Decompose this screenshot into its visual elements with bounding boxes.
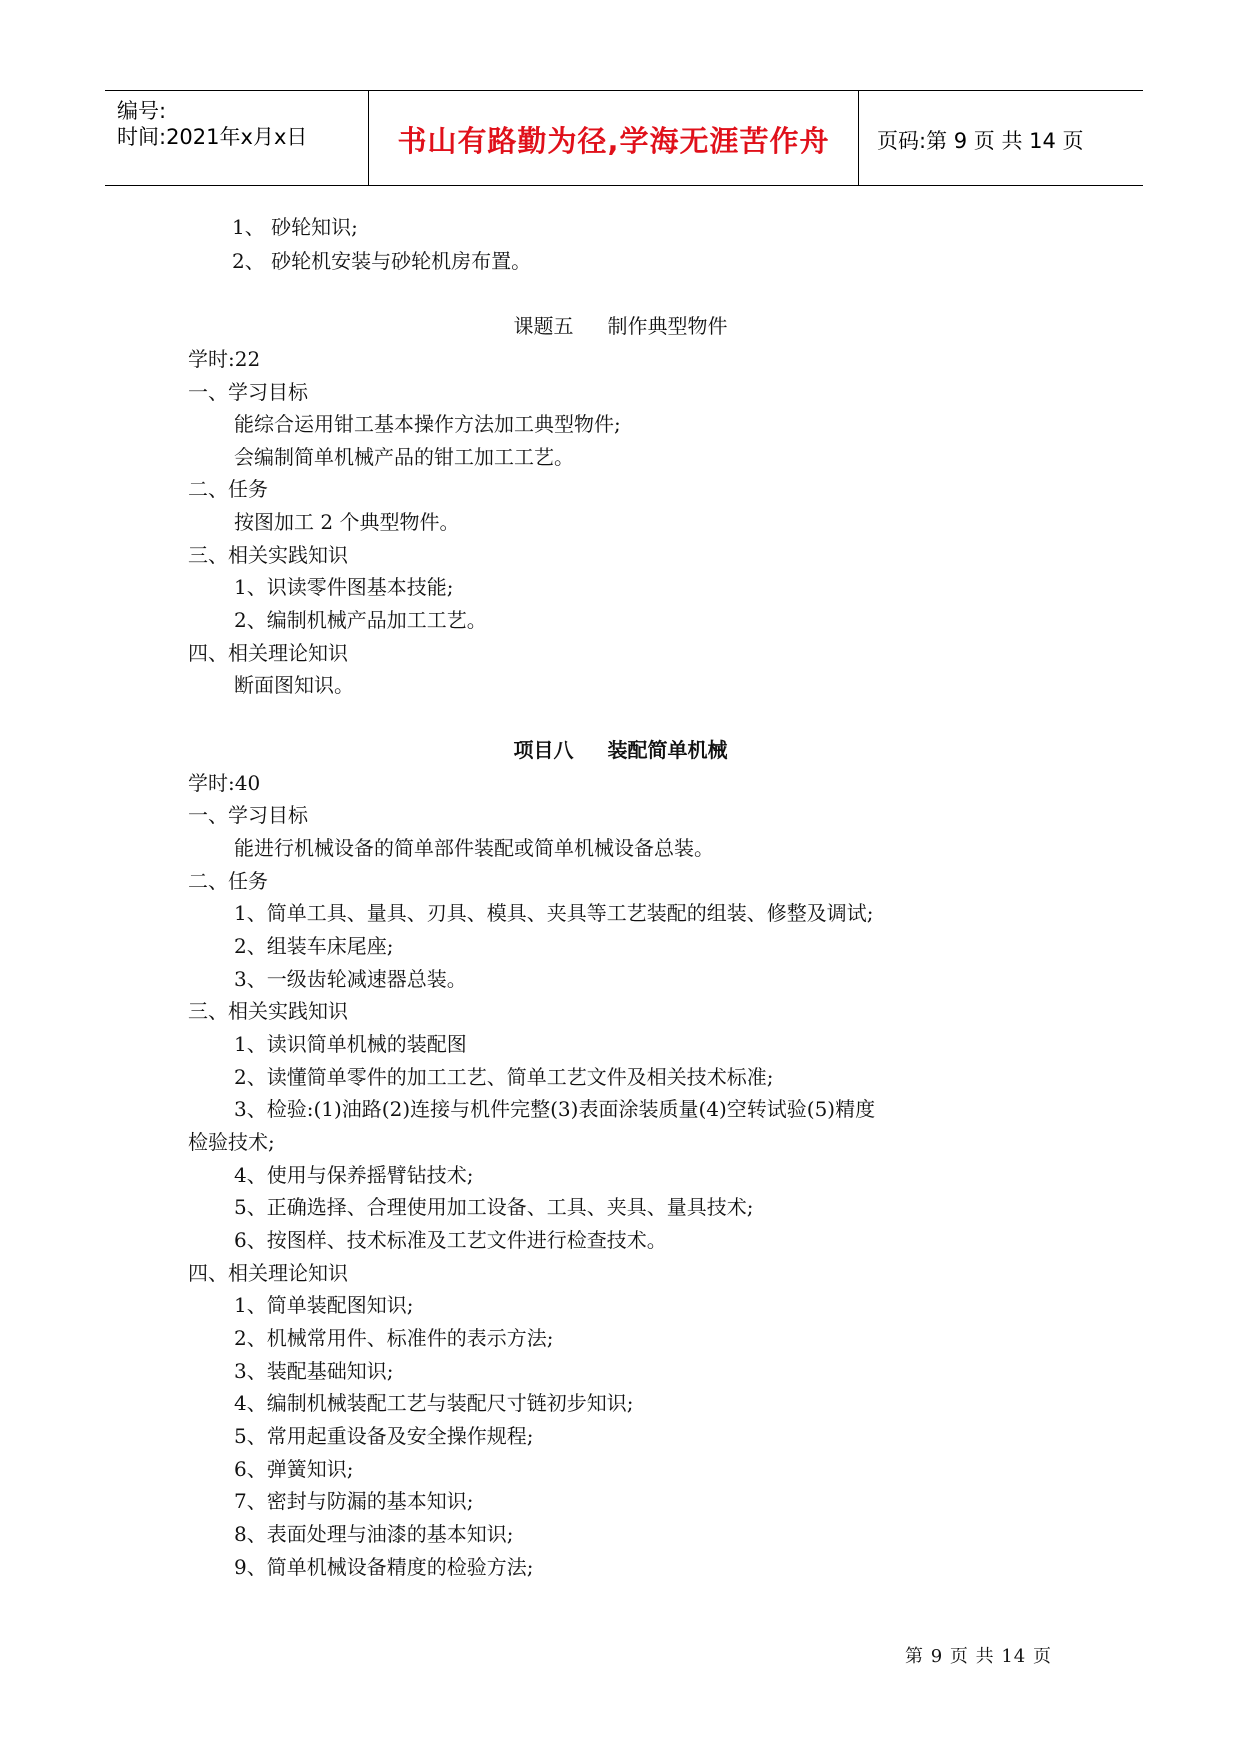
list-item: 9、简单机械设备精度的检验方法;	[234, 1555, 534, 1579]
section-heading: 一、学习目标	[188, 803, 308, 827]
list-item: 2、编制机械产品加工工艺。	[234, 608, 487, 632]
list-item: 断面图知识。	[234, 673, 354, 697]
section-hours: 学时:22	[188, 347, 261, 371]
list-item: 2、 砂轮机安装与砂轮机房布置。	[232, 249, 532, 273]
list-item: 1、简单装配图知识;	[234, 1293, 414, 1317]
page-footer: 第 9 页 共 14 页	[905, 1646, 1052, 1667]
document-time-label: 时间:2021年x月x日	[117, 125, 308, 149]
project-title-number: 项目八	[513, 738, 574, 762]
section-heading: 三、相关实践知识	[188, 543, 348, 567]
project-title-text: 装配简单机械	[607, 738, 728, 762]
section-title-number: 课题五	[513, 314, 574, 338]
list-item: 1、识读零件图基本技能;	[234, 575, 454, 599]
list-item: 5、正确选择、合理使用加工设备、工具、夹具、量具技术;	[234, 1195, 754, 1219]
list-item: 3、检验:(1)油路(2)连接与机件完整(3)表面涂装质量(4)空转试验(5)精度	[234, 1097, 876, 1121]
list-item: 2、机械常用件、标准件的表示方法;	[234, 1326, 554, 1350]
list-item: 4、编制机械装配工艺与装配尺寸链初步知识;	[234, 1391, 634, 1415]
list-item: 按图加工 2 个典型物件。	[234, 510, 460, 534]
section-heading: 四、相关理论知识	[188, 641, 348, 665]
header-motto-cell	[368, 91, 859, 185]
list-item: 8、表面处理与油漆的基本知识;	[234, 1522, 514, 1546]
list-item: 会编制简单机械产品的钳工加工工艺。	[234, 445, 574, 469]
section-heading: 三、相关实践知识	[188, 999, 348, 1023]
list-item-continuation: 检验技术;	[188, 1130, 275, 1154]
section-heading: 二、任务	[188, 477, 268, 501]
project-title	[0, 738, 1241, 762]
list-item: 1、读识简单机械的装配图	[234, 1032, 467, 1056]
list-item: 7、密封与防漏的基本知识;	[234, 1489, 474, 1513]
header-info-cell	[105, 91, 368, 185]
section-title	[0, 314, 1241, 338]
section-title-text: 制作典型物件	[607, 314, 728, 338]
list-item: 能进行机械设备的简单部件装配或简单机械设备总装。	[234, 836, 714, 860]
list-item: 1、简单工具、量具、刃具、模具、夹具等工艺装配的组装、修整及调试;	[234, 901, 874, 925]
list-item: 6、按图样、技术标准及工艺文件进行检查技术。	[234, 1228, 667, 1252]
list-item: 2、组装车床尾座;	[234, 934, 394, 958]
list-item: 3、装配基础知识;	[234, 1359, 394, 1383]
section-heading: 一、学习目标	[188, 380, 308, 404]
list-item: 3、一级齿轮减速器总装。	[234, 967, 467, 991]
section-heading: 四、相关理论知识	[188, 1261, 348, 1285]
list-item: 2、读懂简单零件的加工工艺、简单工艺文件及相关技术标准;	[234, 1065, 774, 1089]
section-heading: 二、任务	[188, 869, 268, 893]
list-item: 能综合运用钳工基本操作方法加工典型物件;	[234, 412, 621, 436]
list-item: 1、 砂轮知识;	[232, 215, 358, 239]
list-item: 4、使用与保养摇臂钻技术;	[234, 1163, 474, 1187]
header-motto: 书山有路勤为径,学海无涯苦作舟	[397, 124, 830, 158]
list-item: 5、常用起重设备及安全操作规程;	[234, 1424, 534, 1448]
page-header	[105, 90, 1143, 186]
list-item: 6、弹簧知识;	[234, 1457, 354, 1481]
header-page-cell	[859, 91, 1143, 185]
project-hours: 学时:40	[188, 771, 261, 795]
document-number-label: 编号:	[117, 99, 167, 123]
header-page-label: 页码:第 9 页 共 14 页	[877, 129, 1084, 153]
